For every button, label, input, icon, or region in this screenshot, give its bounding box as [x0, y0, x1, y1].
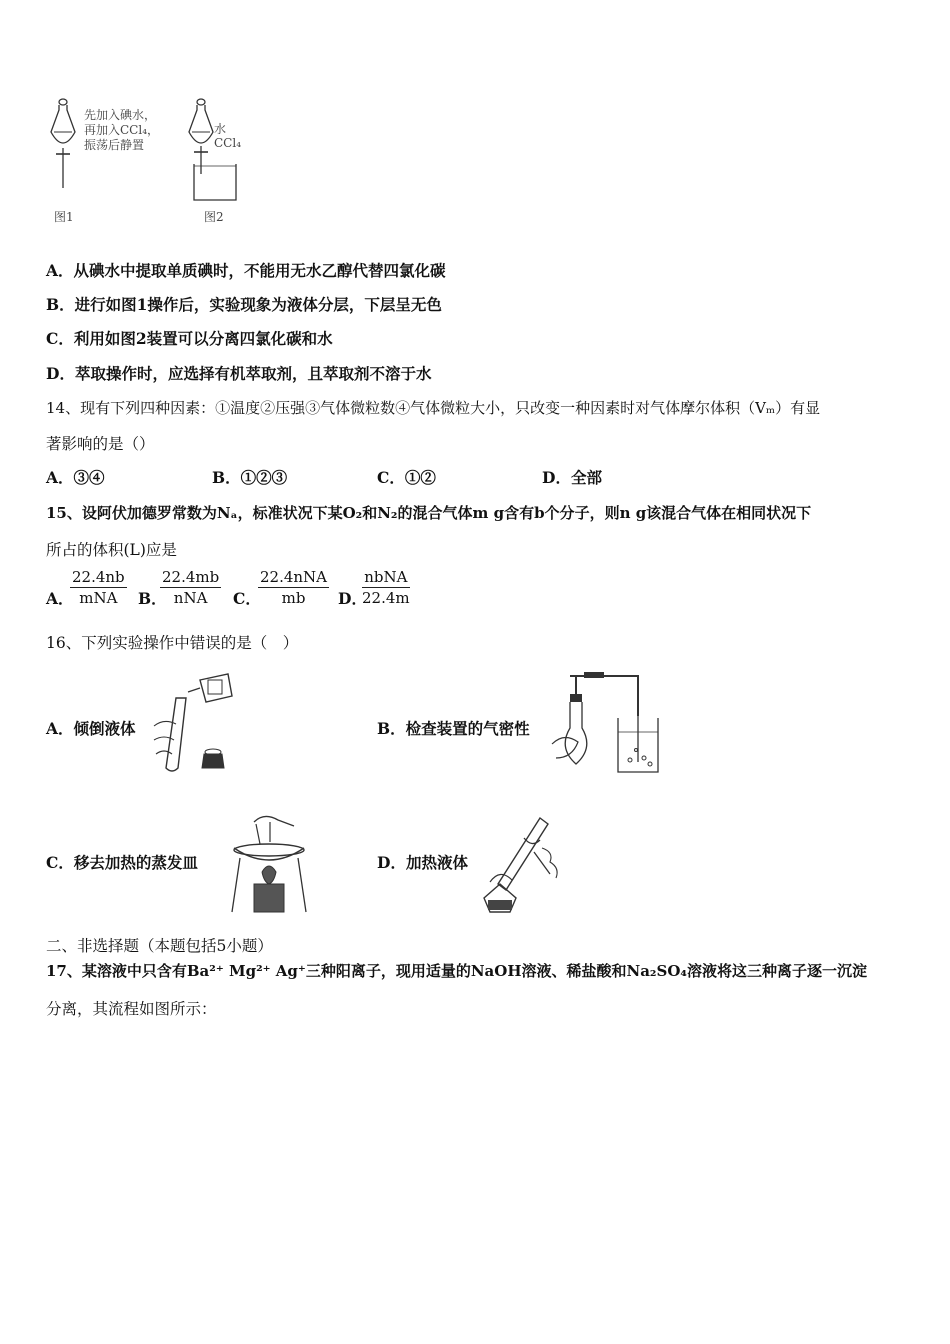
fraction-denominator: nNA	[173, 589, 208, 607]
fraction-denominator: mb	[281, 589, 306, 607]
q14-stem-line1: 14、现有下列四种因素：①温度②压强③气体微粒数④气体微粒大小，只改变一种因素时对气体摩尔体积（Vₘ）有显	[46, 399, 821, 417]
q13-option-c: C．利用如图2装置可以分离四氯化碳和水	[46, 329, 333, 348]
fig1-label: 图1	[54, 210, 74, 224]
q16-option-b: B．检查装置的气密性	[377, 719, 530, 738]
q17-stem-line2: 分离，其流程如图所示：	[46, 1000, 217, 1018]
fig2-text-line: 水	[214, 122, 227, 136]
q14-option-d: D．全部	[542, 468, 602, 487]
fig1-text-line: 振荡后静置	[84, 138, 145, 152]
funnel-beaker-icon	[186, 96, 256, 206]
fraction-denominator: mNA	[79, 589, 118, 607]
q15-option-b-letter: B．	[138, 589, 167, 608]
heating-liquid-icon	[470, 808, 570, 918]
fraction-numerator: 22.4nNA	[260, 568, 328, 586]
q14-option-c: C．①②	[377, 468, 436, 487]
fraction-denominator: 22.4m	[362, 589, 410, 607]
q14-option-a: A．③④	[46, 468, 105, 487]
q15-option-c-fraction	[258, 568, 329, 607]
q15-option-a-fraction	[70, 568, 127, 607]
q14-stem-line2: 著影响的是（）	[46, 435, 155, 453]
q15-option-b-fraction	[160, 568, 221, 607]
figure-separatory-funnel-1	[46, 96, 176, 226]
q13-option-b: B．进行如图1操作后，实验现象为液体分层，下层呈无色	[46, 295, 442, 314]
fig1-text-line: 再加入CCl₄，	[84, 123, 160, 137]
fig2-label: 图2	[204, 210, 224, 224]
fraction-numerator: 22.4nb	[72, 568, 125, 586]
fraction-numerator: nbNA	[362, 568, 410, 588]
q13-option-d: D．萃取操作时，应选择有机萃取剂，且萃取剂不溶于水	[46, 364, 432, 383]
fig2-text-line: CCl₄	[214, 136, 242, 150]
section-heading: 二、非选择题（本题包括5小题）	[46, 937, 273, 955]
q17-stem-line1: 17、某溶液中只含有Ba²⁺ Mg²⁺ Ag⁺三种阳离子，现用适量的NaOH溶液、稀盐酸和Na₂SO₄溶液将这三种离子逐一沉淀	[46, 962, 867, 980]
separatory-funnel-icon	[46, 96, 86, 196]
pouring-liquid-icon	[150, 668, 250, 778]
fraction-numerator: 22.4mb	[162, 568, 220, 586]
fig1-text-line: 先加入碘水，	[84, 108, 157, 122]
q15-stem-line1: 15、设阿伏加德罗常数为Nₐ，标准状况下某O₂和N₂的混合气体m g含有b个分子，则n g该混合气体在相同状况下	[46, 504, 812, 522]
remove-evaporating-dish-icon	[224, 808, 314, 918]
q13-option-a: A．从碘水中提取单质碘时，不能用无水乙醇代替四氯化碳	[46, 261, 446, 280]
figure-separatory-funnel-2	[186, 96, 266, 226]
q15-option-d-letter: D．	[338, 589, 367, 608]
q15-option-d-fraction	[362, 568, 410, 607]
q16-option-d: D．加热液体	[377, 853, 468, 872]
q16-option-c: C．移去加热的蒸发皿	[46, 853, 198, 872]
q15-option-a-letter: A．	[46, 589, 74, 608]
airtightness-check-icon	[546, 668, 666, 778]
q15-stem-line2: 所占的体积(L)应是	[46, 541, 177, 559]
q15-option-c-letter: C．	[233, 589, 261, 608]
q14-option-b: B．①②③	[212, 468, 288, 487]
q16-option-a: A．倾倒液体	[46, 719, 136, 738]
q16-stem: 16、下列实验操作中错误的是（ ）	[46, 634, 299, 652]
